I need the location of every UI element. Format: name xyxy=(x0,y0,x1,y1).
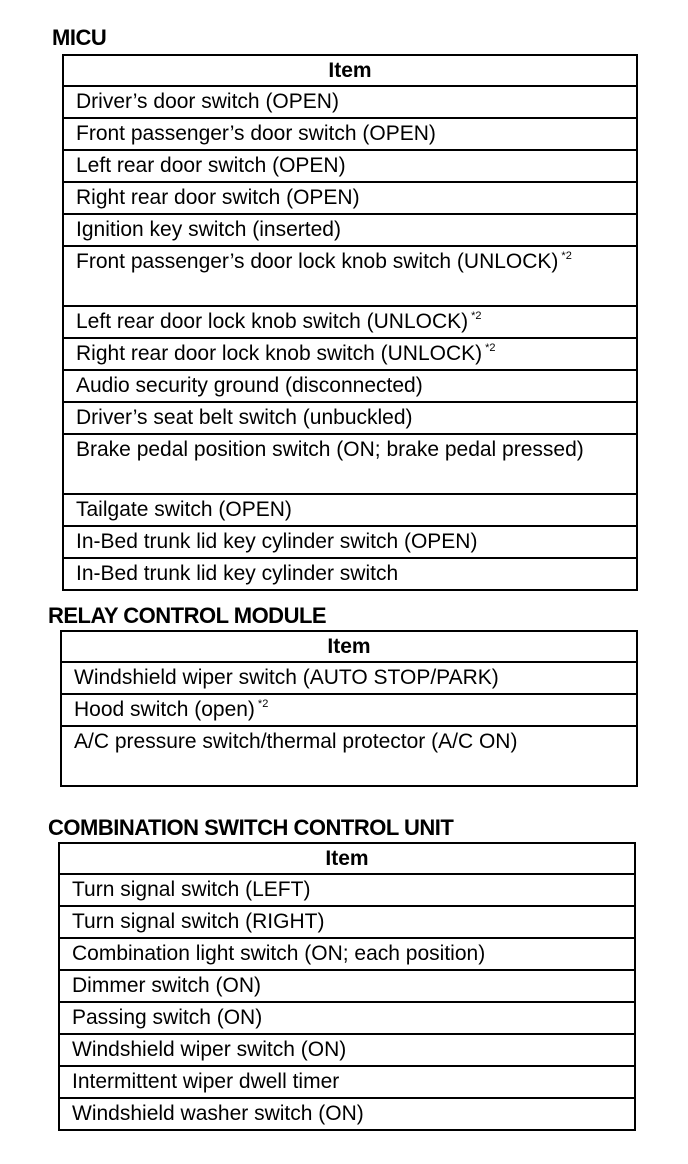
table-cell: In-Bed trunk lid key cylinder switch xyxy=(63,558,637,590)
table-cell: Tailgate switch (OPEN) xyxy=(63,494,637,526)
micu-title: MICU xyxy=(52,25,107,50)
table-row xyxy=(63,558,637,590)
table-cell: Turn signal switch (RIGHT) xyxy=(59,906,635,938)
footnote-marker: *2 xyxy=(257,698,269,710)
table-row xyxy=(61,662,637,694)
table-row xyxy=(59,970,635,1002)
table-row xyxy=(63,214,637,246)
table-row xyxy=(63,434,637,494)
table-row xyxy=(59,1066,635,1098)
column-header-item: Item xyxy=(61,631,637,662)
table-cell: A/C pressure switch/thermal protector (A/C ON) xyxy=(61,726,637,786)
item-text: Left rear door lock knob switch (UNLOCK) xyxy=(76,310,469,333)
footnote-marker: *2 xyxy=(471,310,482,322)
table-header-row xyxy=(61,631,637,662)
table-row xyxy=(59,906,635,938)
table-row xyxy=(63,246,637,306)
table-cell xyxy=(63,246,637,306)
table-cell: Driver’s seat belt switch (unbuckled) xyxy=(63,402,637,434)
table-row xyxy=(61,694,637,726)
table-row xyxy=(59,938,635,970)
column-header-item: Item xyxy=(59,843,635,874)
table-row xyxy=(59,1098,635,1130)
table-cell: Windshield wiper switch (ON) xyxy=(59,1034,635,1066)
combination-switch-control-unit-table xyxy=(58,842,636,1131)
table-header-row xyxy=(63,55,637,86)
table-row xyxy=(63,306,637,338)
table-row xyxy=(63,150,637,182)
table-header-row xyxy=(59,843,635,874)
table-cell xyxy=(61,694,637,726)
table-row xyxy=(59,1034,635,1066)
table-cell: Windshield washer switch (ON) xyxy=(59,1098,635,1130)
footnote-marker: *2 xyxy=(561,250,572,262)
table-cell: Combination light switch (ON; each position) xyxy=(59,938,635,970)
table-cell: Turn signal switch (LEFT) xyxy=(59,874,635,906)
table-cell: Left rear door switch (OPEN) xyxy=(63,150,637,182)
table-cell: Intermittent wiper dwell timer xyxy=(59,1066,635,1098)
table-cell: Passing switch (ON) xyxy=(59,1002,635,1034)
micu-table xyxy=(62,54,638,591)
table-cell: Front passenger’s door switch (OPEN) xyxy=(63,118,637,150)
combination-switch-control-unit-title: COMBINATION SWITCH CONTROL UNIT xyxy=(48,815,454,840)
table-cell: Windshield wiper switch (AUTO STOP/PARK) xyxy=(61,662,637,694)
table-row xyxy=(63,370,637,402)
table-row xyxy=(63,338,637,370)
item-text: Hood switch (open) xyxy=(74,698,255,721)
table-row xyxy=(61,726,637,786)
table-cell: In-Bed trunk lid key cylinder switch (OPEN) xyxy=(63,526,637,558)
table-row xyxy=(63,86,637,118)
table-cell: Dimmer switch (ON) xyxy=(59,970,635,1002)
table-row xyxy=(63,118,637,150)
item-text: Right rear door lock knob switch (UNLOCK) xyxy=(76,342,483,365)
table-cell xyxy=(63,338,637,370)
table-cell: Brake pedal position switch (ON; brake pedal pressed) xyxy=(63,434,637,494)
relay-control-module-title: RELAY CONTROL MODULE xyxy=(48,603,327,628)
table-cell: Ignition key switch (inserted) xyxy=(63,214,637,246)
relay-control-module-table xyxy=(60,630,638,787)
table-row xyxy=(63,526,637,558)
item-text: Front passenger’s door lock knob switch (UNLOCK) xyxy=(76,250,559,273)
table-cell xyxy=(63,306,637,338)
footnote-marker: *2 xyxy=(485,342,496,354)
table-cell: Right rear door switch (OPEN) xyxy=(63,182,637,214)
table-row xyxy=(63,494,637,526)
table-row xyxy=(63,182,637,214)
column-header-item: Item xyxy=(63,55,637,86)
table-row xyxy=(63,402,637,434)
table-cell: Driver’s door switch (OPEN) xyxy=(63,86,637,118)
table-row xyxy=(59,1002,635,1034)
table-row xyxy=(59,874,635,906)
table-cell: Audio security ground (disconnected) xyxy=(63,370,637,402)
